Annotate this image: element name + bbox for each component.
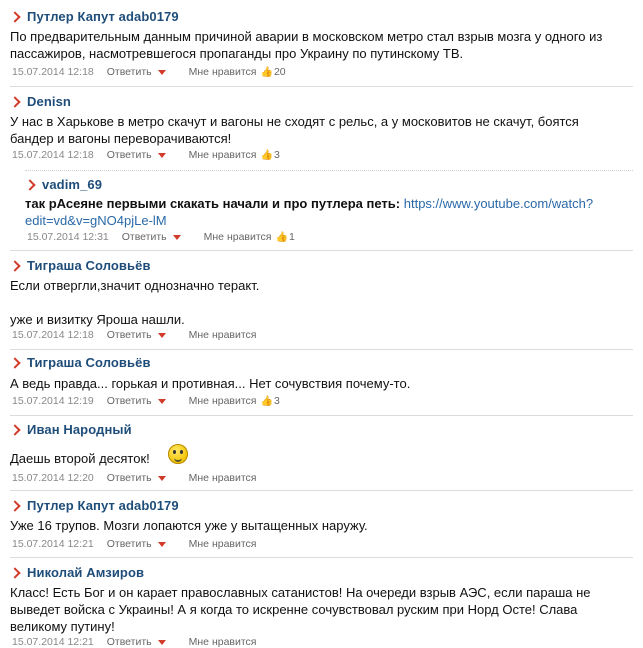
- reply-button[interactable]: [122, 231, 181, 243]
- comment-text: [10, 450, 150, 467]
- comment-line: По предварительным данным причиной аварии в московском метро стал взрыв мозга у одного из: [10, 29, 603, 44]
- thumb-up-icon[interactable]: 👍: [275, 231, 288, 243]
- author-row: [10, 355, 151, 370]
- reply-label: Ответить: [121, 231, 167, 243]
- like-button[interactable]: Мне нравится: [203, 231, 272, 243]
- author-row: [25, 177, 102, 192]
- thumb-up-icon[interactable]: 👍: [260, 395, 273, 407]
- thumb-up-icon[interactable]: 👍: [260, 149, 273, 161]
- caret-down-icon[interactable]: [158, 70, 166, 75]
- author-row: [10, 422, 132, 437]
- comment-text: [10, 113, 579, 147]
- comment-line: Если отвергли,значит однозначно теракт.: [10, 278, 260, 293]
- author-name[interactable]: vadim_69: [42, 177, 103, 192]
- comment-date: 15.07.2014 12:18: [12, 66, 94, 78]
- comment-meta: [12, 538, 257, 550]
- comment-line: выведет войска с Украины! А я когда то искренне сочувствовал руским при Норд Осте! Слава: [10, 602, 578, 617]
- comment-line: великому путину!: [10, 619, 115, 634]
- like-count: 3: [273, 149, 280, 161]
- reply-label: Ответить: [106, 472, 152, 484]
- author-row: [10, 565, 144, 580]
- comment-date: 15.07.2014 12:31: [27, 231, 109, 243]
- comment-text: [10, 277, 259, 328]
- chevron-right-icon: [24, 179, 35, 190]
- comment-text: [10, 375, 410, 392]
- comment-item: [10, 349, 633, 415]
- caret-down-icon[interactable]: [173, 235, 181, 240]
- reply-label: Ответить: [106, 636, 152, 648]
- comment-line: У нас в Харькове в метро скачут и вагоны не сходят с рельс, а у московитов не скачут, боятся: [10, 114, 579, 129]
- caret-down-icon[interactable]: [158, 476, 166, 481]
- reply-button[interactable]: [107, 329, 166, 341]
- comment-item: [10, 86, 633, 168]
- comment-line: Уже 16 трупов. Мозги лопаются уже у вытащенных наружу.: [10, 518, 368, 533]
- like-count: 20: [273, 66, 286, 78]
- like-button[interactable]: Мне нравится: [188, 636, 257, 648]
- reply-label: Ответить: [106, 66, 152, 78]
- caret-down-icon[interactable]: [158, 153, 166, 158]
- comment-date: 15.07.2014 12:19: [12, 395, 94, 407]
- comment-line: бандер и вагоны переворачиваются!: [10, 131, 232, 146]
- reply-button[interactable]: [107, 66, 166, 78]
- reply-label: Ответить: [106, 395, 152, 407]
- comment-meta: [12, 149, 280, 161]
- comment-date: 15.07.2014 12:20: [12, 472, 94, 484]
- youtube-link-cont[interactable]: edit=vd&v=gNO4pjLe-lM: [25, 213, 167, 228]
- author-row: [10, 258, 151, 273]
- comment-date: 15.07.2014 12:18: [12, 149, 94, 161]
- like-button[interactable]: Мне нравится: [188, 329, 257, 341]
- like-count: 3: [273, 395, 280, 407]
- author-name[interactable]: Путлер Капут adab0179: [27, 498, 179, 513]
- chevron-right-icon: [9, 567, 20, 578]
- comment-item: [10, 415, 633, 490]
- author-name[interactable]: Путлер Капут adab0179: [27, 9, 179, 24]
- caret-down-icon[interactable]: [158, 640, 166, 645]
- author-name[interactable]: Denisn: [27, 94, 71, 109]
- comment-meta: [12, 66, 286, 78]
- chevron-right-icon: [9, 260, 20, 271]
- caret-down-icon[interactable]: [158, 542, 166, 547]
- comment-date: 15.07.2014 12:21: [12, 636, 94, 648]
- author-row: [10, 94, 71, 109]
- comment-text: [25, 195, 625, 229]
- author-name[interactable]: Тиграша Соловьёв: [27, 355, 151, 370]
- chevron-right-icon: [9, 11, 20, 22]
- comment-line: пассажиров, насмотревшегося пропаганды про Украину по путинскому ТВ.: [10, 46, 464, 61]
- chevron-right-icon: [9, 500, 20, 511]
- reply-button[interactable]: [107, 636, 166, 648]
- author-row: [10, 9, 179, 24]
- like-button[interactable]: Мне нравится: [188, 149, 257, 161]
- caret-down-icon[interactable]: [158, 333, 166, 338]
- author-row: [10, 498, 179, 513]
- comment-meta: [12, 636, 257, 648]
- comment-item: [10, 250, 633, 349]
- comment-meta: [12, 329, 257, 341]
- comment-text: [10, 28, 602, 62]
- comment-date: 15.07.2014 12:21: [12, 538, 94, 550]
- reply-button[interactable]: [107, 472, 166, 484]
- comment-text: [10, 584, 591, 635]
- comment-line: Даешь второй десяток!: [10, 451, 150, 466]
- reply-item: [25, 170, 633, 250]
- thumb-up-icon[interactable]: 👍: [260, 66, 273, 78]
- comment-line: Класс! Есть Бог и он карает православных сатанистов! На очереди взрыв АЭС, если параша не: [10, 585, 591, 600]
- reply-button[interactable]: [107, 538, 166, 550]
- comment-item: [10, 0, 633, 86]
- like-count: 1: [288, 231, 295, 243]
- youtube-link[interactable]: https://www.youtube.com/watch?: [403, 196, 594, 211]
- reply-label: Ответить: [106, 329, 152, 341]
- comment-meta: [12, 395, 280, 407]
- like-button[interactable]: Мне нравится: [188, 395, 257, 407]
- like-button[interactable]: Мне нравится: [188, 472, 257, 484]
- comment-line: А ведь правда... горькая и противная... Нет сочувствия почему-то.: [10, 376, 411, 391]
- chevron-right-icon: [9, 96, 20, 107]
- reply-label: Ответить: [106, 149, 152, 161]
- like-button[interactable]: Мне нравится: [188, 538, 257, 550]
- reply-label: Ответить: [106, 538, 152, 550]
- caret-down-icon[interactable]: [158, 399, 166, 404]
- author-name[interactable]: Тиграша Соловьёв: [27, 258, 151, 273]
- author-name[interactable]: Иван Народный: [27, 422, 132, 437]
- comment-text: [10, 517, 368, 534]
- chevron-right-icon: [9, 424, 20, 435]
- comment-item: [10, 557, 633, 648]
- chevron-right-icon: [9, 357, 20, 368]
- like-button[interactable]: Мне нравится: [188, 66, 257, 78]
- comment-bold-text: так рАсеяне первыми скакать начали и про путлера петь:: [25, 196, 401, 211]
- comment-meta: [27, 231, 295, 243]
- comment-line: уже и визитку Яроша нашли.: [10, 312, 185, 327]
- comment-meta: [12, 472, 257, 484]
- comment-date: 15.07.2014 12:18: [12, 329, 94, 341]
- author-name[interactable]: Николай Амзиров: [27, 565, 145, 580]
- reply-button[interactable]: [107, 395, 166, 407]
- comment-item: [10, 490, 633, 557]
- smiley-icon: [168, 444, 188, 464]
- reply-button[interactable]: [107, 149, 166, 161]
